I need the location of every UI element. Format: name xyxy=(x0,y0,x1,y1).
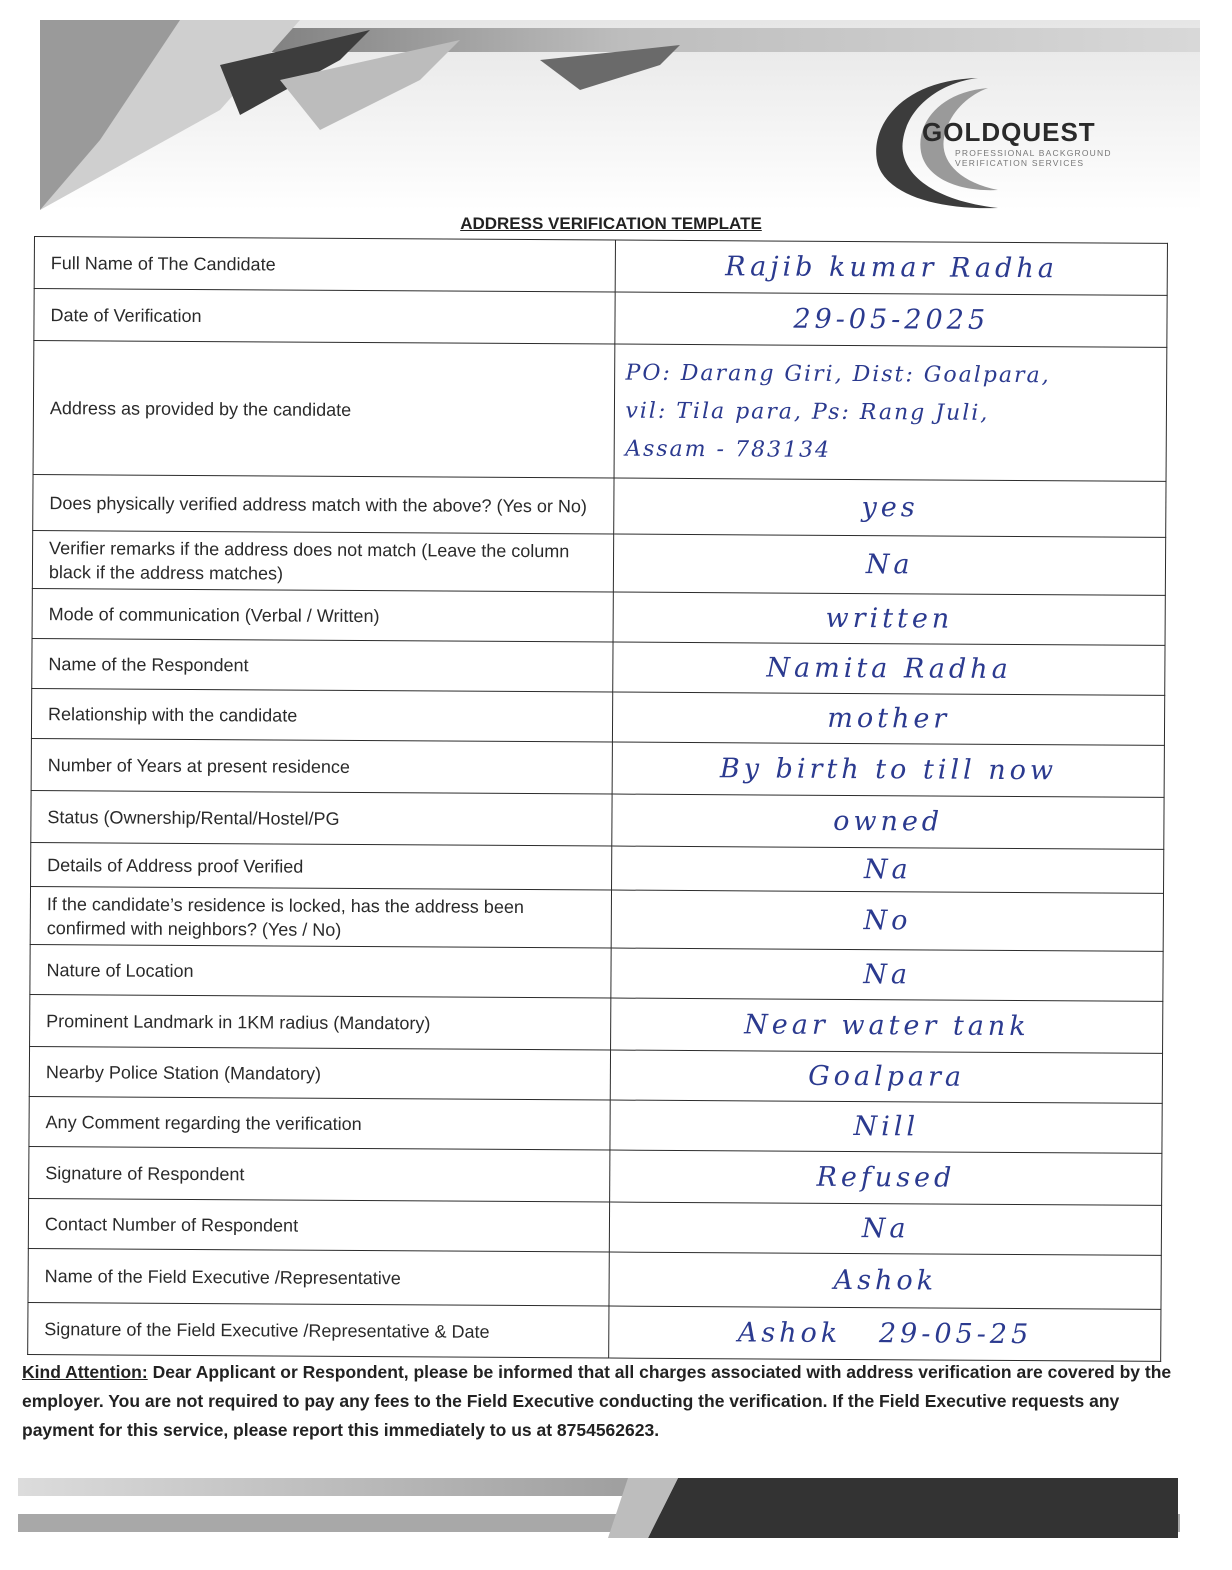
field-value-address xyxy=(614,344,1166,481)
field-label: Signature of the Field Executive /Representative & Date xyxy=(28,1302,610,1358)
field-label: Nature of Location xyxy=(30,944,612,998)
field-label: Name of the Respondent xyxy=(32,638,614,692)
notice-text: Dear Applicant or Respondent, please be informed that all charges associated with address verification are covered by the employer. You are not required to pay any fees to the Field Executive conducting the verification. If the Field Executive requests any payment for this service, please report this immediately to us at 8754562623. xyxy=(22,1362,1172,1440)
table-row xyxy=(29,1096,1162,1153)
field-value: yes xyxy=(614,478,1166,537)
verification-form-table xyxy=(27,236,1168,1362)
field-label: If the candidate’s residence is locked, has the address been confirmed with neighbors? (Yes / No) xyxy=(30,886,612,948)
field-label: Address as provided by the candidate xyxy=(33,341,615,479)
payment-notice xyxy=(22,1358,1172,1445)
field-value: Na xyxy=(610,1202,1162,1255)
field-value: Rajib kumar Radha xyxy=(616,240,1168,295)
table-row xyxy=(31,790,1164,849)
table-row xyxy=(33,341,1167,482)
field-value: Near water tank xyxy=(611,998,1163,1053)
table-row xyxy=(34,237,1167,296)
table-row xyxy=(31,842,1164,893)
field-label: Date of Verification xyxy=(34,289,616,345)
table-row xyxy=(32,588,1165,645)
field-label: Signature of Respondent xyxy=(29,1146,611,1202)
table-row xyxy=(29,1046,1162,1103)
field-label: Number of Years at present residence xyxy=(31,738,613,794)
field-label: Prominent Landmark in 1KM radius (Mandatory) xyxy=(30,994,612,1050)
field-value: By birth to till now xyxy=(613,742,1165,797)
table-row xyxy=(31,738,1164,797)
field-label: Verifier remarks if the address does not match (Leave the column black if the address matches) xyxy=(32,530,614,592)
field-value: Namita Radha xyxy=(613,642,1165,695)
field-value: owned xyxy=(612,794,1164,849)
field-label: Mode of communication (Verbal / Written) xyxy=(32,588,614,642)
field-label: Full Name of The Candidate xyxy=(34,237,616,293)
logo-tagline xyxy=(955,148,1145,168)
field-label: Any Comment regarding the verification xyxy=(29,1096,611,1150)
document-title: ADDRESS VERIFICATION TEMPLATE xyxy=(460,214,762,233)
address-line: PO: Darang Giri, Dist: Goalpara, xyxy=(625,360,1051,388)
field-label: Name of the Field Executive /Representative xyxy=(28,1248,610,1306)
address-line: vil: Tila para, Ps: Rang Juli, xyxy=(625,398,990,426)
field-label: Does physically verified address match with the above? (Yes or No) xyxy=(33,474,615,534)
table-row xyxy=(34,289,1167,348)
table-row xyxy=(30,944,1163,1001)
field-label: Relationship with the candidate xyxy=(31,688,613,742)
table-row xyxy=(30,886,1163,951)
table-row xyxy=(30,994,1163,1053)
table-row xyxy=(28,1198,1161,1255)
table-row xyxy=(29,1146,1162,1205)
logo-tagline-line-2: VERIFICATION SERVICES xyxy=(955,158,1085,168)
field-label: Details of Address proof Verified xyxy=(31,842,613,890)
field-value: Nill xyxy=(610,1100,1162,1153)
logo-wordmark: GOLDQUEST xyxy=(922,117,1096,147)
address-line: Assam - 783134 xyxy=(625,436,832,463)
field-label: Nearby Police Station (Mandatory) xyxy=(29,1046,611,1100)
footer-decorative-band xyxy=(18,1476,1180,1546)
table-row xyxy=(32,530,1165,595)
field-value: Na xyxy=(611,948,1163,1001)
table-row xyxy=(28,1302,1161,1361)
field-value: mother xyxy=(613,692,1165,745)
table-row xyxy=(33,474,1166,537)
field-label: Status (Ownership/Rental/Hostel/PG xyxy=(31,790,613,846)
field-value: Na xyxy=(612,846,1164,893)
field-label: Contact Number of Respondent xyxy=(28,1198,610,1252)
field-value: written xyxy=(613,592,1165,645)
field-value: No xyxy=(612,890,1164,951)
field-value: Goalpara xyxy=(611,1050,1163,1103)
field-value: Ashok 29-05-25 xyxy=(609,1306,1161,1361)
logo-tagline-line-1: PROFESSIONAL BACKGROUND xyxy=(955,148,1112,158)
notice-lead: Kind Attention: xyxy=(22,1362,148,1382)
field-value: 29-05-2025 xyxy=(615,292,1167,347)
field-value: Ashok xyxy=(609,1252,1161,1309)
table-row xyxy=(32,638,1165,695)
table-row xyxy=(31,688,1164,745)
field-value: Refused xyxy=(610,1150,1162,1205)
field-value: Na xyxy=(614,534,1166,595)
table-row xyxy=(28,1248,1161,1309)
